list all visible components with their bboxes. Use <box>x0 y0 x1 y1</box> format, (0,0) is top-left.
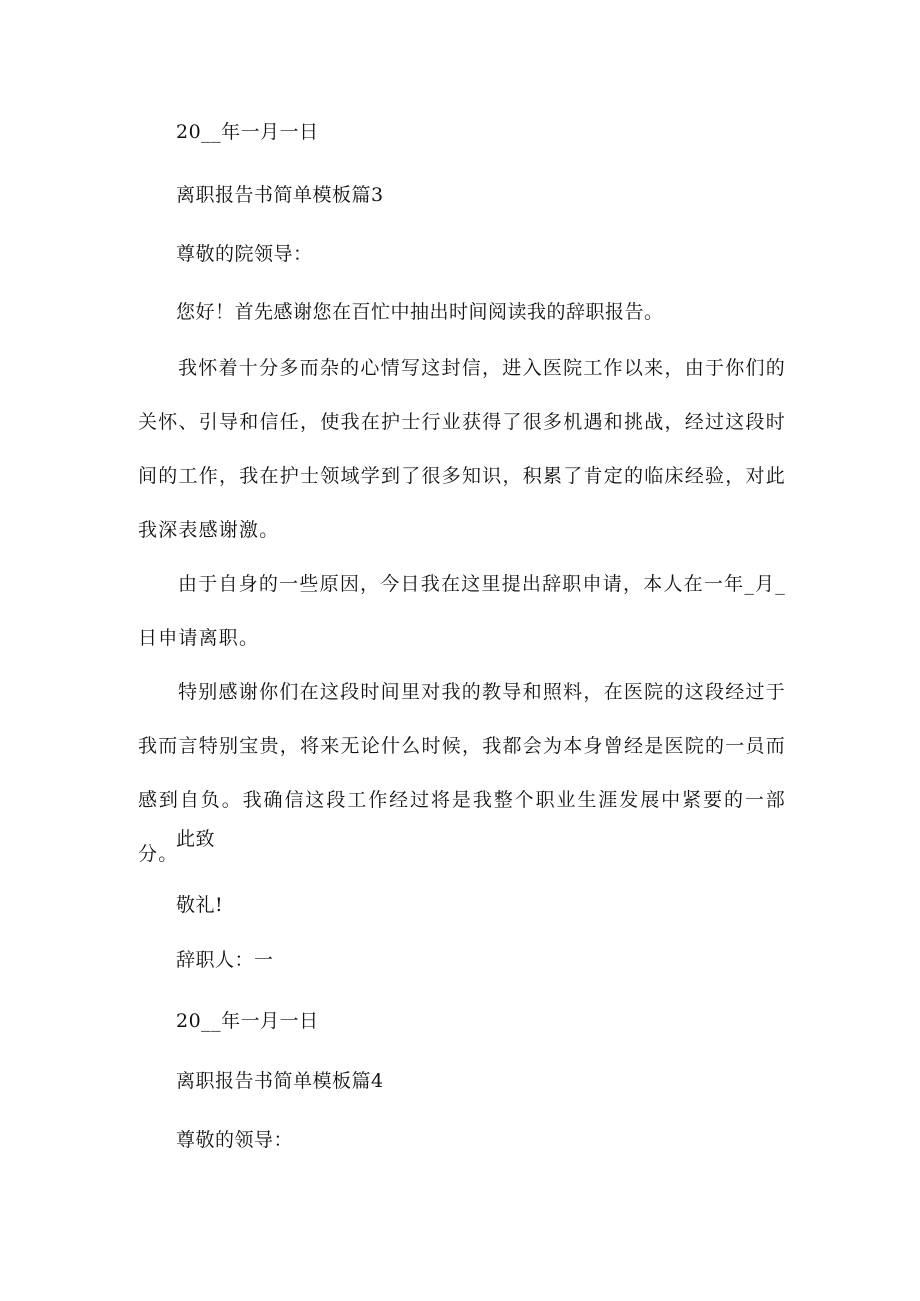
section-heading: 离职报告书简单模板篇4 <box>176 1070 384 1092</box>
signature-line: 辞职人：一 <box>176 949 274 971</box>
greeting-line: 您好！首先感谢您在百忙中抽出时间阅读我的辞职报告。 <box>176 301 664 323</box>
salutation: 尊敬的院领导： <box>176 243 313 265</box>
body-paragraph: 我怀着十分多而杂的心情写这封信，进入医院工作以来，由于你们的关怀、引导和信任，使我在护士行业获得了很多机遇和挑战，经过这段时间的工作，我在护士领域学到了很多知识，积累了肯定的临床经验，对此我深表感谢激。 <box>138 357 786 541</box>
body-paragraph: 特别感谢你们在这段时间里对我的教导和照料，在医院的这段经过于我而言特别宝贵，将来无论什么时候，我都会为本身曾经是医院的一员而感到自负。我确信这段工作经过将是我整个职业生涯发展中紧要的一部分。 <box>138 681 786 865</box>
salutation: 尊敬的领导： <box>176 1129 294 1151</box>
closing-line: 此致 <box>176 828 216 850</box>
date-line: 20__年一月一日 <box>176 121 319 143</box>
closing-line: 敬礼! <box>176 894 224 916</box>
date-line: 20__年一月一日 <box>176 1010 319 1032</box>
body-paragraph: 由于自身的一些原因，今日我在这里提出辞职申请，本人在一年_月_日申请离职。 <box>138 573 786 649</box>
section-heading: 离职报告书简单模板篇3 <box>176 184 384 206</box>
